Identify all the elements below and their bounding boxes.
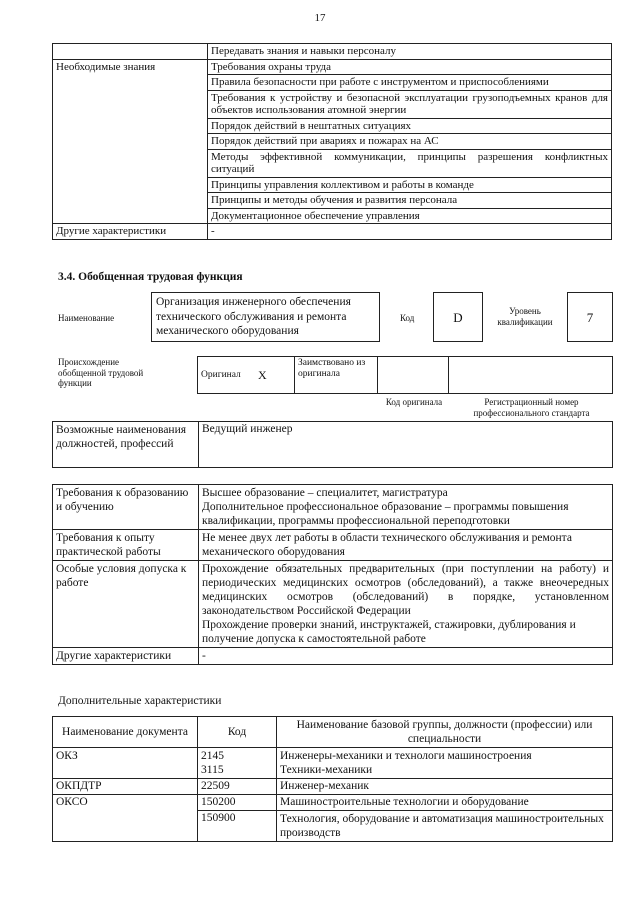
knowledge-item: Методы эффективной коммуникации, принципы разрешения конфликтных ситуаций	[208, 149, 612, 177]
original-code-cell	[378, 357, 449, 394]
additional-title: Дополнительные характеристики	[58, 695, 222, 707]
okso-code: 150900	[198, 811, 277, 842]
additional-table	[52, 716, 613, 842]
gtf-name-label: Наименование	[58, 313, 115, 323]
gtf-code-value: D	[453, 310, 463, 325]
okso-label: ОКСО	[53, 795, 198, 842]
okso-name: Машиностроительные технологии и оборудование	[277, 795, 613, 811]
okso-code: 150200	[198, 795, 277, 811]
education-line: Высшее образование – специалитет, магистратура	[202, 487, 448, 499]
knowledge-item: Принципы управления коллективом и работы в команде	[208, 177, 612, 193]
okz-code: 2145	[201, 750, 224, 762]
gtf-code-box	[433, 292, 483, 342]
okz-names	[277, 748, 613, 779]
admission-label: Особые условия допуска к работе	[53, 561, 199, 648]
education-label: Требования к образованию и обучению	[53, 485, 199, 530]
knowledge-label: Необходимые знания	[53, 59, 208, 224]
other-characteristics-value: -	[208, 224, 612, 240]
original-code-caption: Код оригинала	[385, 397, 443, 407]
req-other-value: -	[199, 648, 613, 665]
okz-name: Инженеры-механики и технологи машиностроения	[280, 750, 532, 762]
page-number: 17	[314, 12, 326, 24]
borrowed-label: Заимствовано из оригинала	[295, 357, 378, 394]
reg-number-cell	[449, 357, 613, 394]
education-line: Дополнительное профессиональное образование – программы повышения квалификации, программы профессиональной переподготовки	[202, 501, 569, 527]
knowledge-item: Требования к устройству и безопасной эксплуатации грузоподъемных кранов для объектов использования атомной энергии	[208, 90, 612, 118]
okz-codes	[198, 748, 277, 779]
admission-line: Прохождение обязательных предварительных (при поступлении на работу) и периодических медицинских осмотров (обследований), а также внеочередных медицинских осмотров (обследований) в порядке, установленном законодательством Российской Федерации	[202, 563, 609, 617]
okpdtr-code: 22509	[198, 779, 277, 795]
gtf-name-value: Организация инженерного обеспечения технического обслуживания и ремонта механического оборудования	[156, 296, 351, 337]
gtf-level-label: Уровень квалификации	[497, 306, 553, 327]
experience-label: Требования к опыту практической работы	[53, 530, 199, 561]
origin-table	[197, 356, 613, 394]
header-code: Код	[198, 717, 277, 748]
okpdtr-label: ОКПДТР	[53, 779, 198, 795]
knowledge-item: Требования охраны труда	[208, 59, 612, 75]
okz-code: 3115	[201, 764, 224, 776]
requirements-table	[52, 484, 613, 665]
req-other-label: Другие характеристики	[53, 648, 199, 665]
education-cell	[199, 485, 613, 530]
original-label: Оригинал	[198, 357, 256, 394]
other-characteristics-label: Другие характеристики	[53, 224, 208, 240]
okso-name: Технология, оборудование и автоматизация машиностроительных производств	[277, 811, 613, 842]
knowledge-table	[52, 43, 612, 240]
positions-value: Ведущий инженер	[199, 422, 613, 468]
origin-label: Происхождение обобщенной трудовой функции	[58, 357, 144, 388]
knowledge-item: Принципы и методы обучения и развития персонала	[208, 193, 612, 209]
gtf-name-box	[151, 292, 380, 342]
okz-name: Техники-механики	[280, 764, 373, 776]
original-mark: X	[255, 357, 295, 394]
reg-number-caption: Регистрационный номер профессионального стандарта	[473, 397, 590, 418]
knowledge-item: Правила безопасности при работе с инструментом и приспособлениями	[208, 75, 612, 91]
gtf-level-value: 7	[586, 310, 594, 325]
empty-label-cell	[53, 44, 208, 60]
gtf-code-label: Код	[400, 313, 415, 323]
okpdtr-name: Инженер-механик	[277, 779, 613, 795]
section-title: 3.4. Обобщенная трудовая функция	[58, 271, 243, 283]
experience-value: Не менее двух лет работы в области технического обслуживания и ремонта механического оборудования	[199, 530, 613, 561]
admission-cell	[199, 561, 613, 648]
positions-table	[52, 421, 613, 468]
continuation-item: Передавать знания и навыки персоналу	[208, 44, 612, 60]
knowledge-item: Документационное обеспечение управления	[208, 208, 612, 224]
knowledge-item: Порядок действий в нештатных ситуациях	[208, 118, 612, 134]
okz-label: ОКЗ	[53, 748, 198, 779]
gtf-level-box	[567, 292, 613, 342]
header-name: Наименование базовой группы, должности (профессии) или специальности	[277, 717, 613, 748]
knowledge-item: Порядок действий при авариях и пожарах на АС	[208, 134, 612, 150]
header-document: Наименование документа	[53, 717, 198, 748]
admission-line: Прохождение проверки знаний, инструктажей, стажировки, дублирования и получение допуска к самостоятельной работе	[202, 619, 576, 645]
positions-label: Возможные наименования должностей, профессий	[53, 422, 199, 468]
